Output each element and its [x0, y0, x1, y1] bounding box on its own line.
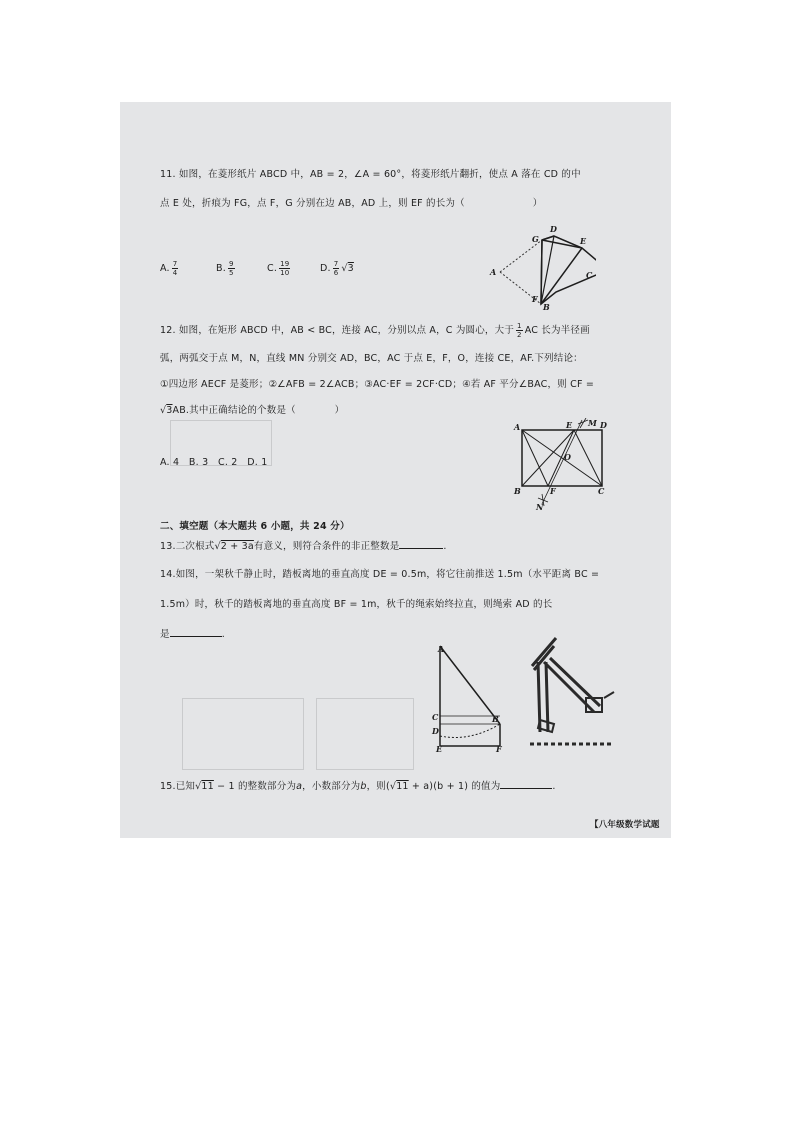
- q11-label-c: C: [586, 270, 593, 280]
- q11-label-g: G: [532, 234, 539, 244]
- q11-option-b: B. $\frac{9}{5}$: [216, 260, 234, 277]
- q14-label-b: B: [492, 714, 499, 724]
- footer-label: 【八年级数学试题: [590, 820, 660, 830]
- q14-swing-photo-sketch: [524, 632, 634, 754]
- q14-label-a: A: [438, 644, 445, 654]
- q12-label-a: A: [514, 422, 521, 432]
- bleed-through-rect-left: [182, 698, 304, 770]
- q12-label-e: E: [566, 420, 573, 430]
- q11-label-a: A: [490, 267, 497, 277]
- q12-line4: √3AB.其中正确结论的个数是（ ）: [160, 405, 345, 416]
- q14-line2: 1.5m）时，秋千的踏板离地的垂直高度 BF = 1m，秋千的绳索始终拉直，则绳索 AD 的长: [160, 599, 553, 610]
- q11-option-d: D. $\frac{7}{6}$ √3: [320, 260, 354, 277]
- q12-label-n: N: [536, 502, 544, 512]
- q14-label-f: F: [496, 744, 502, 754]
- q12-label-o: O: [564, 452, 571, 462]
- q13-answer-blank[interactable]: [399, 539, 443, 549]
- q11-option-a: A. $\frac{7}{4}$: [160, 260, 178, 277]
- q11-label-d: D: [550, 224, 557, 234]
- q11-rhombus-figure: [486, 222, 596, 312]
- q12-label-m: M: [588, 418, 597, 428]
- q13-line: 13.二次根式√2 + 3a有意义，则符合条件的非正整数是 .: [160, 541, 447, 552]
- q14-label-c: C: [432, 712, 439, 722]
- section-2-title: 二、填空题（本大题共 6 小题，共 24 分）: [160, 521, 350, 532]
- q14-label-d: D: [432, 726, 439, 736]
- bleed-through-rect-right: [316, 698, 414, 770]
- q11-label-f: F: [532, 294, 538, 304]
- q12-options: A. 4 B. 3 C. 2 D. 1: [160, 457, 268, 468]
- q11-label-b: B: [543, 302, 550, 312]
- q14-swing-diagram: [430, 642, 506, 754]
- q12-line1: 12. 如图，在矩形 ABCD 中，AB < BC，连接 AC，分别以点 A，C 为圆心，大于 $\frac{1}{2}$ AC 长为半径画: [160, 322, 590, 339]
- q11-line1: 11. 如图，在菱形纸片 ABCD 中，AB = 2，∠A = 60°，将菱形纸片翻折，使点 A 落在 CD 的中: [160, 169, 581, 180]
- q12-line3: ①四边形 AECF 是菱形；②∠AFB = 2∠ACB；③AC·EF = 2CF·CD；④若 AF 平分∠BAC，则 CF =: [160, 379, 595, 390]
- q11-label-e: E: [580, 236, 587, 246]
- q12-line2: 弧，两弧交于点 M，N，直线 MN 分别交 AD，BC，AC 于点 E，F，O，连接 CE，AF.下列结论：: [160, 353, 583, 364]
- q12-label-c: C: [598, 486, 605, 496]
- q12-rectangle-figure: [512, 418, 612, 514]
- q11-option-c: C. $\frac{19}{10}$: [267, 260, 290, 277]
- q14-answer-blank[interactable]: [170, 627, 222, 637]
- q12-label-f: F: [550, 486, 556, 496]
- q15-answer-blank[interactable]: [500, 779, 552, 789]
- q14-line1: 14.如图，一架秋千静止时，踏板离地的垂直高度 DE = 0.5m，将它往前推送 1.5m（水平距离 BC =: [160, 569, 600, 580]
- scanned-exam-photo: [120, 102, 671, 838]
- q14-line3: 是 .: [160, 629, 225, 640]
- q12-label-b: B: [514, 486, 521, 496]
- q15-line: 15.已知√11 − 1 的整数部分为a，小数部分为b，则(√11 + a)(b + 1) 的值为 .: [160, 781, 556, 792]
- q14-label-e: E: [436, 744, 443, 754]
- q12-label-d: D: [600, 420, 607, 430]
- q11-line2: 点 E 处，折痕为 FG，点 F，G 分别在边 AB，AD 上，则 EF 的长为（ ）: [160, 198, 543, 209]
